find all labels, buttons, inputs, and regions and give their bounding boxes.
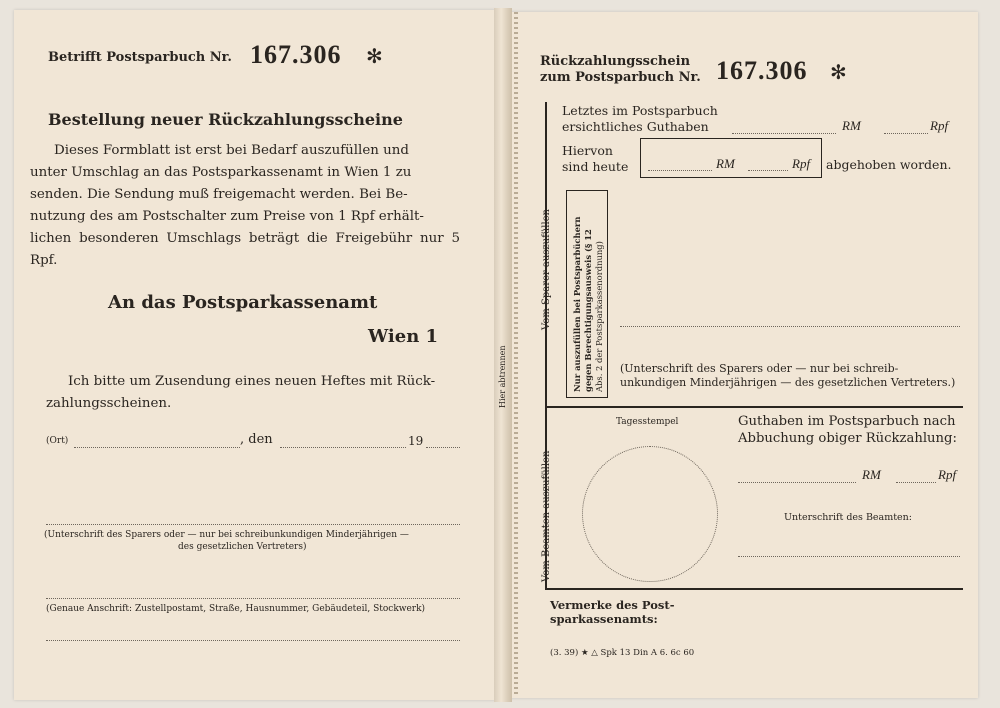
balance-after-label-1: Guthaben im Postsparbuch nach bbox=[738, 414, 956, 429]
right-star-icon: ✻ bbox=[830, 60, 847, 84]
last-balance-rpf-field[interactable] bbox=[884, 133, 928, 134]
remarks-divider bbox=[545, 588, 963, 590]
official-signature-field[interactable] bbox=[738, 556, 960, 557]
withdrawn-suffix: abgehoben worden. bbox=[826, 157, 952, 172]
date-den-label: , den bbox=[240, 432, 273, 447]
withdrawn-label-2: sind heute bbox=[562, 159, 629, 174]
instruction-line: Dieses Formblatt ist erst bei Bedarf auszufüllen und bbox=[54, 143, 409, 158]
last-balance-rpf-label: Rpf bbox=[930, 118, 949, 133]
right-title-2: zum Postsparbuch Nr. bbox=[540, 70, 701, 85]
instruction-line: senden. Die Sendung muß freigemacht werden. Bei Be- bbox=[30, 187, 408, 202]
instruction-line: lichen besonderen Umschlags beträgt die Freigebühr nur 5 Rpf. bbox=[30, 231, 460, 268]
date-field[interactable] bbox=[280, 447, 406, 448]
authorization-note-line-1: Nur auszufüllen bei Postsparbüchern bbox=[572, 216, 582, 392]
form-footer-code: (3. 39) ★ △ Spk 13 Din A 6. 6c 60 bbox=[550, 648, 695, 658]
left-star-icon: ✻ bbox=[366, 44, 383, 68]
remarks-label-2: sparkassenamts: bbox=[550, 612, 658, 626]
year-label: 19 bbox=[408, 434, 424, 448]
withdrawn-label-1: Hiervon bbox=[562, 143, 613, 158]
address-line-1: An das Postsparkassenamt bbox=[108, 292, 378, 313]
last-balance-rm-field[interactable] bbox=[732, 133, 836, 134]
right-signature-caption-1: (Unterschrift des Sparers oder — nur bei schreib- bbox=[620, 362, 899, 375]
right-reference-number: 167.306 bbox=[716, 56, 808, 85]
perforation-line bbox=[514, 12, 518, 696]
sparer-side-label: Vom Sparer auszufüllen bbox=[541, 209, 552, 330]
address-field-2[interactable] bbox=[46, 640, 460, 641]
balance-after-rm-field[interactable] bbox=[738, 482, 856, 483]
withdrawn-rpf-label: Rpf bbox=[792, 156, 811, 171]
section-divider bbox=[545, 406, 963, 408]
balance-after-rm-label: RM bbox=[862, 467, 881, 482]
place-label: (Ort) bbox=[46, 436, 69, 446]
balance-after-rpf-field[interactable] bbox=[896, 482, 936, 483]
right-title-1: Rückzahlungsschein bbox=[540, 54, 691, 69]
tear-here-label: Hier abtrennen bbox=[498, 345, 507, 408]
official-side-label: Vom Beamten auszufüllen bbox=[541, 450, 552, 582]
left-signature-field[interactable] bbox=[46, 524, 460, 525]
instruction-line: unter Umschlag an das Postsparkassenamt in Wien 1 zu bbox=[30, 165, 412, 180]
address-caption: (Genaue Anschrift: Zustellpostamt, Straße, Hausnummer, Gebäudeteil, Stockwerk) bbox=[46, 604, 426, 614]
last-balance-label-2: ersichtliches Guthaben bbox=[562, 119, 709, 134]
request-line-1: Ich bitte um Zusendung eines neuen Heftes mit Rück- bbox=[68, 374, 436, 389]
left-reference-prefix: Betrifft Postsparbuch Nr. bbox=[48, 50, 232, 65]
remarks-label-1: Vermerke des Post- bbox=[550, 598, 675, 612]
official-signature-label: Unterschrift des Beamten: bbox=[784, 512, 912, 523]
authorization-note-line-2: gegen Berechtigungsausweis (§ 12 bbox=[583, 229, 593, 392]
right-signature-caption-2: unkundigen Minderjährigen — des gesetzlichen Vertreters.) bbox=[620, 376, 956, 389]
address-field-1[interactable] bbox=[46, 598, 460, 599]
left-reference-number: 167.306 bbox=[250, 40, 342, 69]
right-signature-field[interactable] bbox=[620, 326, 960, 327]
instructions-paragraph bbox=[30, 140, 460, 272]
address-line-2: Wien 1 bbox=[368, 326, 439, 347]
left-heading: Bestellung neuer Rückzahlungsscheine bbox=[48, 110, 403, 129]
balance-after-label-2: Abbuchung obiger Rückzahlung: bbox=[738, 431, 957, 446]
day-stamp-label: Tagesstempel bbox=[616, 417, 679, 427]
request-line-2: zahlungsscheinen. bbox=[46, 396, 172, 411]
balance-after-rpf-label: Rpf bbox=[938, 467, 957, 482]
last-balance-rm-label: RM bbox=[842, 118, 861, 133]
instruction-line: nutzung des am Postschalter zum Preise von 1 Rpf erhält- bbox=[30, 209, 424, 224]
withdrawn-rm-field[interactable] bbox=[648, 170, 712, 171]
withdrawn-rpf-field[interactable] bbox=[748, 170, 788, 171]
day-stamp-circle bbox=[582, 446, 718, 582]
left-signature-caption-1: (Unterschrift des Sparers oder — nur bei schreibunkundigen Minderjährigen — bbox=[44, 530, 409, 540]
left-signature-caption-2: des gesetzlichen Vertreters) bbox=[178, 542, 307, 552]
last-balance-label-1: Letztes im Postsparbuch bbox=[562, 103, 718, 118]
year-field[interactable] bbox=[426, 447, 460, 448]
withdrawn-rm-label: RM bbox=[716, 156, 735, 171]
authorization-note-line-3: Abs. 2 der Postsparkassenordnung) bbox=[594, 241, 604, 392]
place-field[interactable] bbox=[74, 447, 240, 448]
